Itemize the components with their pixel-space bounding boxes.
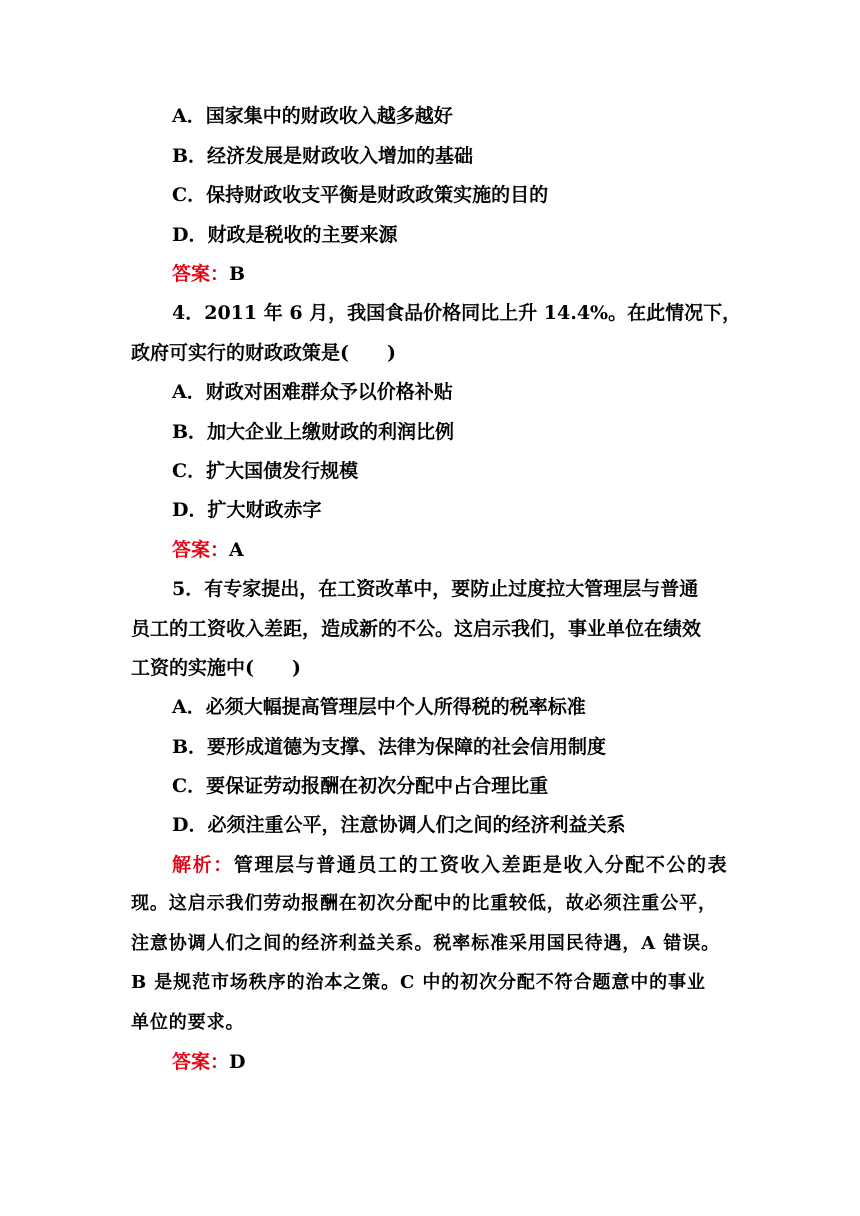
q5-answer (172, 1048, 246, 1076)
q5-stem-line1: 5．有专家提出，在工资改革中，要防止过度拉大管理层与普通 (172, 578, 699, 600)
q3-answer (172, 260, 245, 288)
q4-stem-line1: 4．2011 年 6 月，我国食品价格同比上升 14.4%。在此情况下， (172, 302, 742, 324)
q4-option-b: B．加大企业上缴财政的利润比例 (172, 421, 455, 443)
q4-stem-line2: 政府可实行的财政政策是( ) (131, 342, 396, 364)
q5-stem-line3: 工资的实施中( ) (131, 657, 301, 679)
q3-option-c: C．保持财政收支平衡是财政政策实施的目的 (172, 184, 549, 206)
q5-explanation-line1: 解析：管理层与普通员工的工资收入差距是收入分配不公的表 (172, 854, 729, 876)
q5-stem-line2: 员工的工资收入差距，造成新的不公。这启示我们，事业单位在绩效 (131, 618, 702, 640)
q3-option-b: B．经济发展是财政收入增加的基础 (172, 145, 474, 167)
q5-explanation-label: 解析： (172, 854, 234, 876)
q4-option-c: C．扩大国债发行规模 (172, 460, 359, 482)
q5-option-b: B．要形成道德为支撑、法律为保障的社会信用制度 (172, 736, 607, 758)
q4-option-a: A．财政对困难群众予以价格补贴 (172, 381, 453, 403)
q5-explanation-line5: 单位的要求。 (131, 1012, 245, 1033)
q5-option-d: D．必须注重公平，注意协调人们之间的经济利益关系 (172, 814, 626, 836)
q5-option-a: A．必须大幅提高管理层中个人所得税的税率标准 (172, 696, 586, 718)
q5-answer-value: D (229, 1051, 246, 1073)
q5-option-c: C．要保证劳动报酬在初次分配中占合理比重 (172, 775, 549, 797)
q4-option-d: D．扩大财政赤字 (172, 499, 322, 521)
q3-option-a: A．国家集中的财政收入越多越好 (172, 105, 453, 127)
q5-explanation-line4: B 是规范市场秩序的治本之策。C 中的初次分配不符合题意中的事业 (131, 972, 706, 993)
q5-explanation-line2: 现。这启示我们劳动报酬在初次分配中的比重较低，故必须注重公平， (131, 893, 717, 914)
q5-answer-label: 答案： (172, 1051, 230, 1073)
q3-answer-value: B (229, 263, 246, 285)
q4-answer-value: A (229, 539, 244, 561)
q5-explanation-line3: 注意协调人们之间的经济利益关系。税率标准采用国民待遇，A 错误。 (131, 933, 721, 954)
q4-answer (172, 536, 244, 564)
q4-answer-label: 答案： (172, 539, 230, 561)
q3-option-d: D．财政是税收的主要来源 (172, 224, 398, 246)
q3-answer-label: 答案： (172, 263, 230, 285)
